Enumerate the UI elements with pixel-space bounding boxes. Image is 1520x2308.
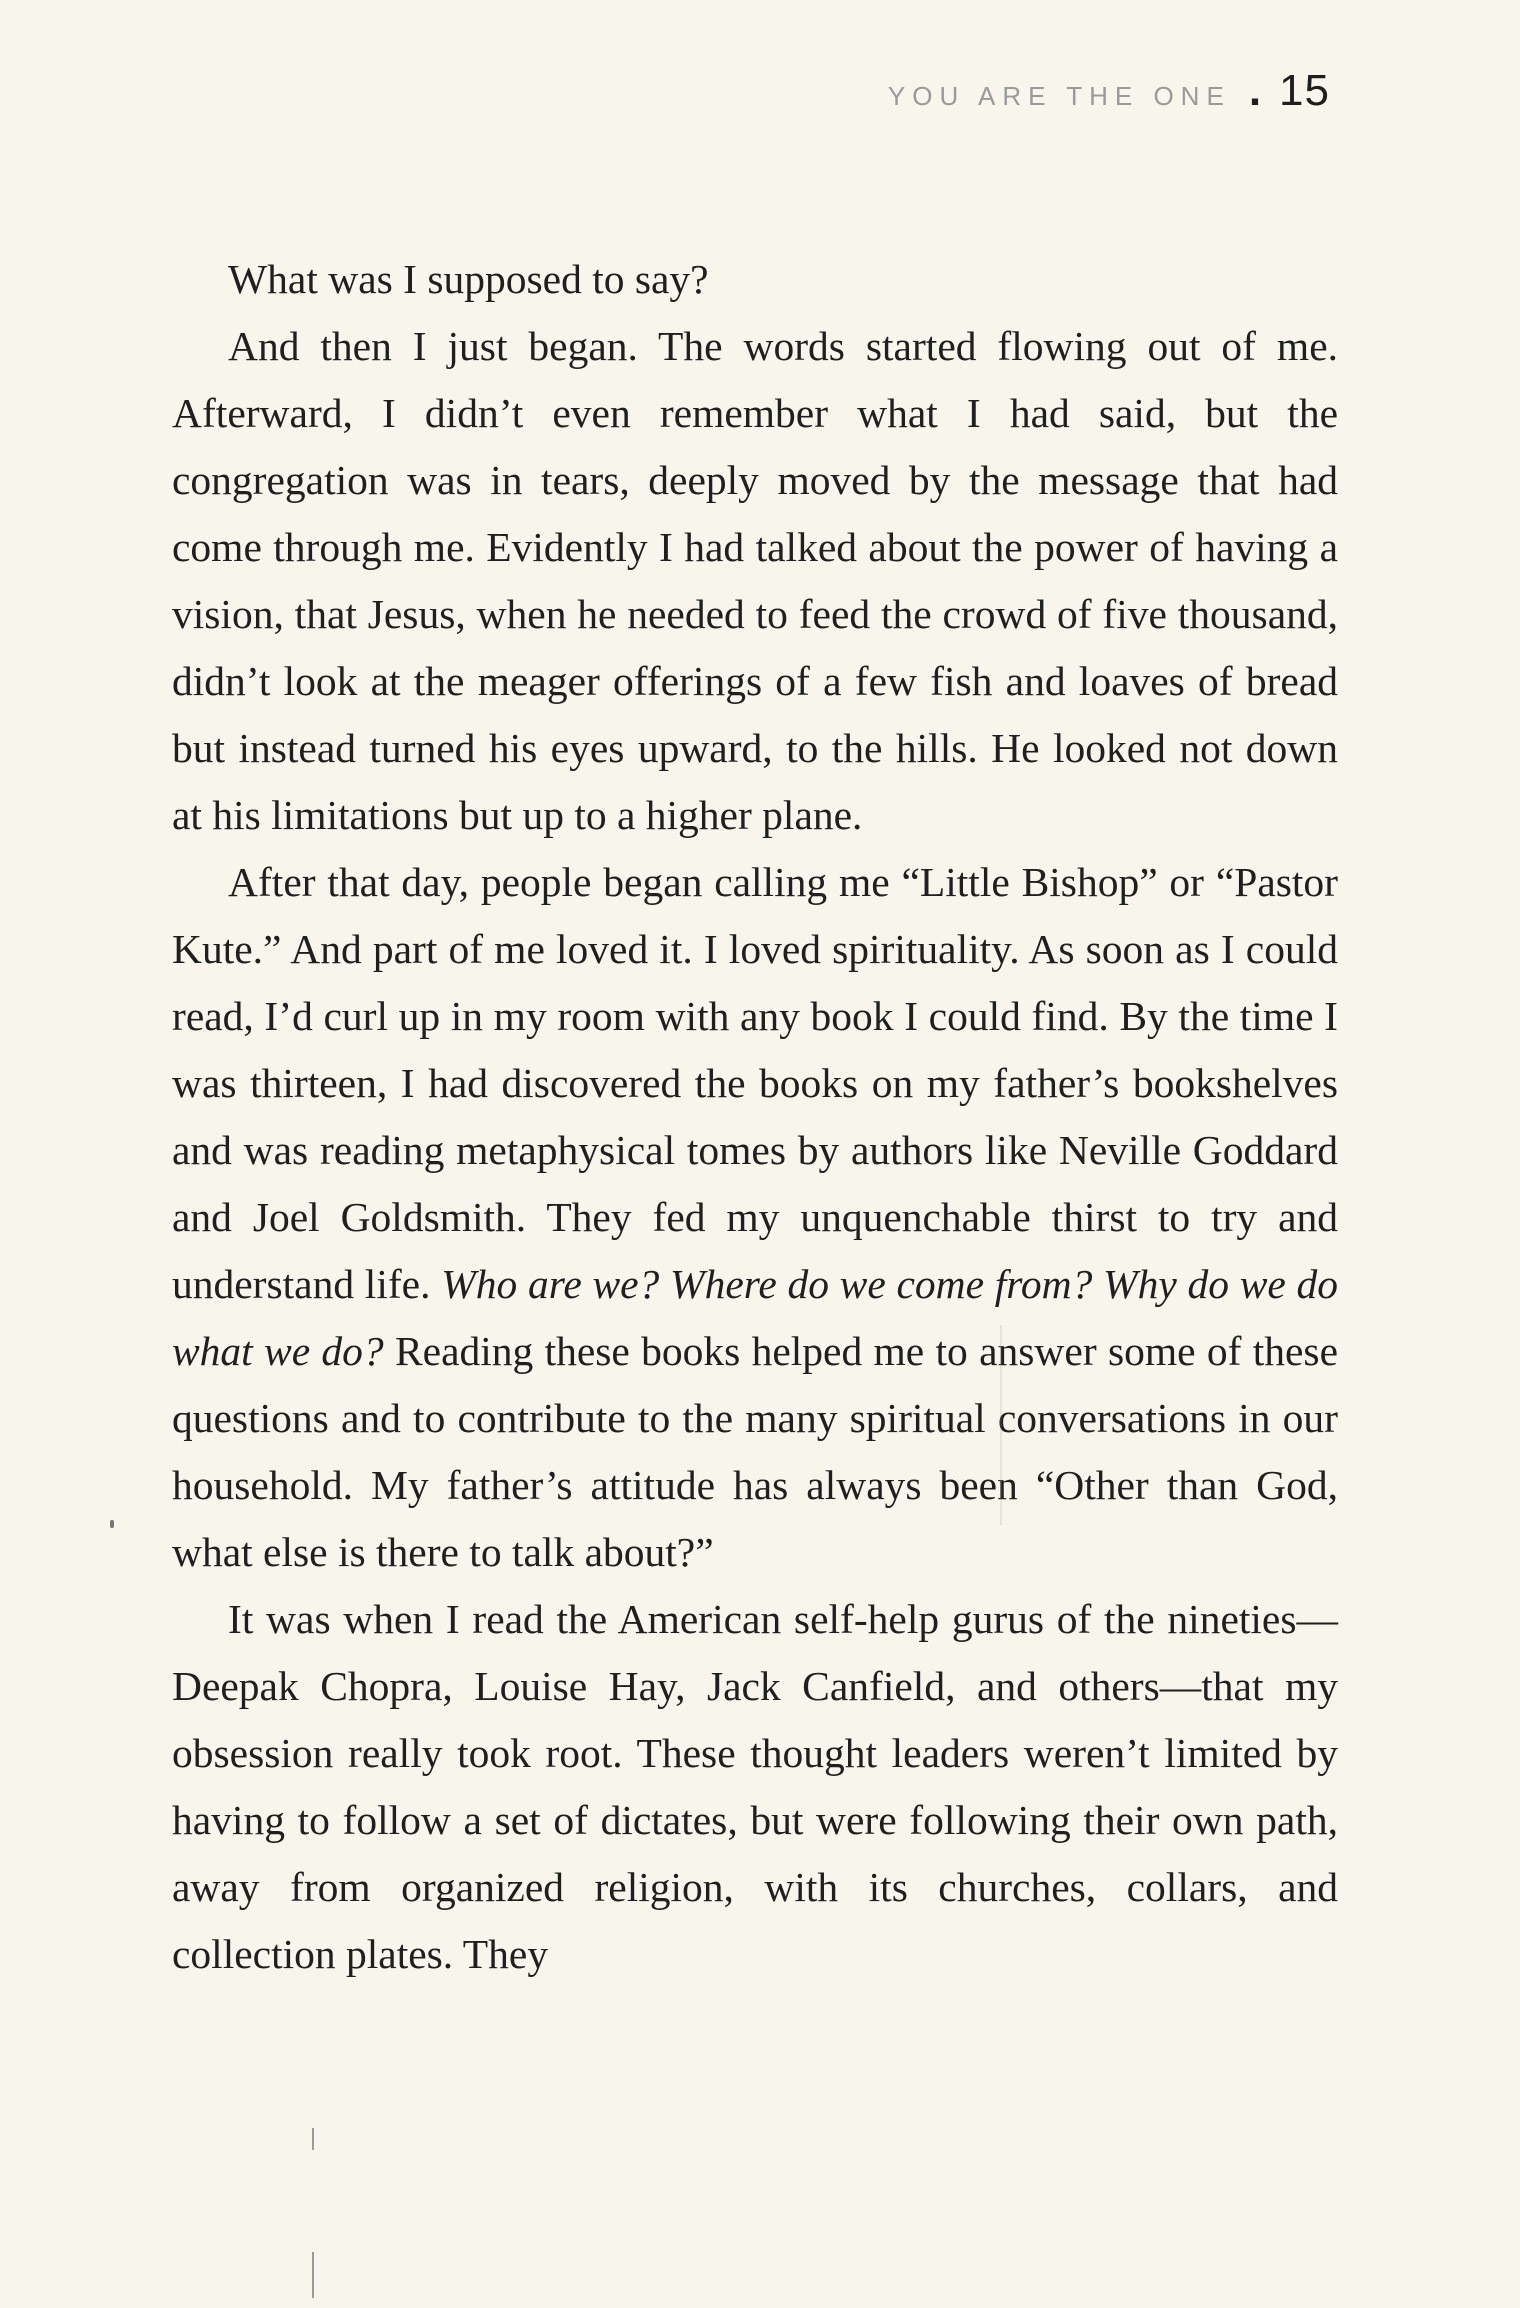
running-header-separator: . [1248,66,1262,115]
paragraph-4-text: It was when I read the American self-help gurus of the nineties—Deepak Chopra, Louise Hay, Jack Canfield, and others—that my obsession really took root. These thought leaders weren’t limited by having to follow a set of dictates, but were following their own path, away from organized religion, with its churches, collars, and collection plates. They [172,1596,1338,1977]
scan-artifact-mark-upper [312,2128,314,2150]
running-header [888,66,1330,116]
paragraph-3-text-a: After that day, people began calling me “Little Bishop” or “Pastor Kute.” And part of me loved it. I loved spirituality. As soon as I could read, I’d curl up in my room with any book I could find. By the time I was thirteen, I had discovered the books on my father’s bookshelves and was reading metaphysical tomes by authors like Neville Goddard and Joel Goldsmith. They fed my unquenchable thirst to try and understand life. [172,859,1338,1307]
paragraph-3 [172,849,1338,1586]
page-number: 15 [1279,66,1330,115]
running-title: YOU ARE THE ONE [887,81,1231,111]
paragraph-1 [172,246,1338,313]
paragraph-3-text-b: Reading these books helped me to answer some of these questions and to contribute to the many spiritual conversations in our household. My father’s attitude has always been “Other than God, what else is there to talk about?” [172,1328,1338,1575]
scan-artifact-line [1000,1325,1002,1525]
scan-artifact-mark-lower [312,2252,314,2298]
scan-artifact-dot [110,1520,114,1528]
paragraph-1-text: What was I supposed to say? [228,256,709,302]
paragraph-2 [172,313,1338,849]
paragraph-2-text: And then I just began. The words started flowing out of me. Afterward, I didn’t even remember what I had said, but the congregation was in tears, deeply moved by the message that had come through me. Evidently I had talked about the power of having a vision, that Jesus, when he needed to feed the crowd of five thousand, didn’t look at the meager offerings of a few fish and loaves of bread but instead turned his eyes upward, to the hills. He looked not down at his limitations but up to a higher plane. [172,323,1338,838]
paragraph-3-italic-questions: Who are we? Where do we come from? Why do we do what we do? [172,1261,1339,1374]
paragraph-4 [172,1586,1338,1988]
body-text [172,246,1338,1988]
